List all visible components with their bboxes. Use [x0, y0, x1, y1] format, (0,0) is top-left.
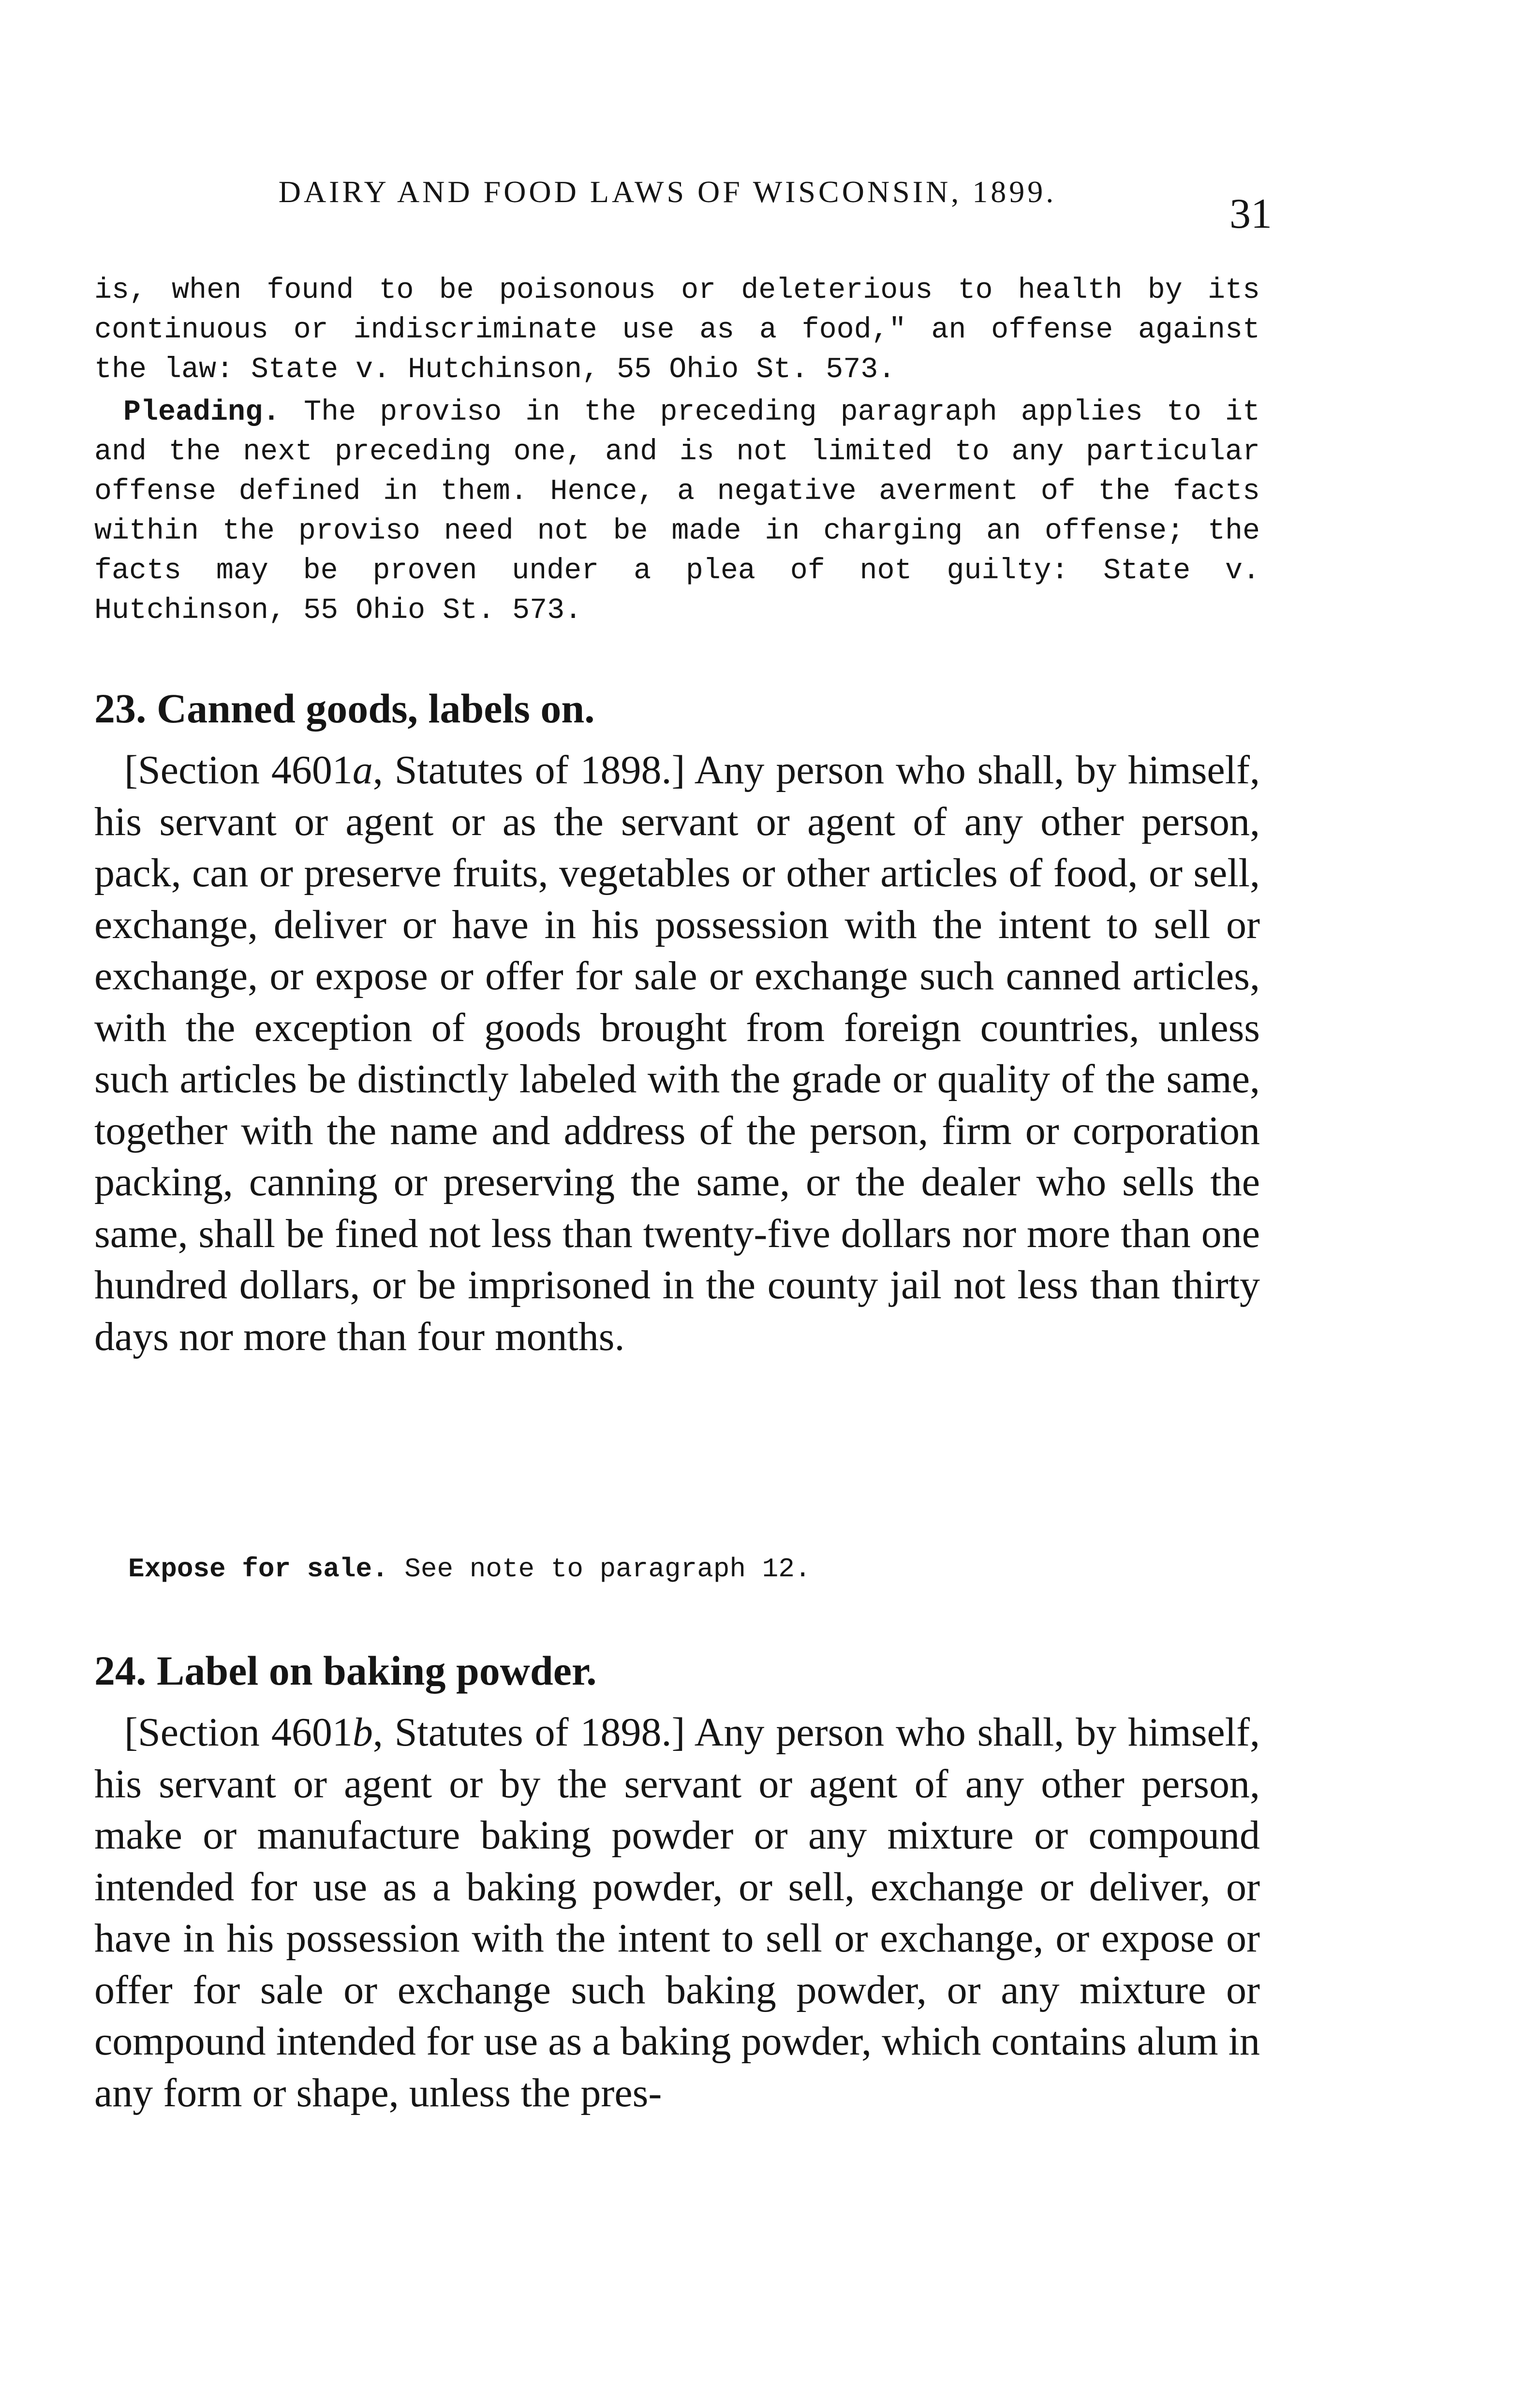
expose-for-sale-label: Expose for sale. — [128, 1554, 388, 1585]
section-24-statute: [Section 4601b, Statutes of 1898.] — [124, 1710, 685, 1755]
section-23-statute: [Section 4601a, Statutes of 1898.] — [124, 748, 685, 793]
expose-for-sale-note — [128, 1550, 1260, 1588]
section-23-body — [94, 745, 1260, 1363]
page-number: 31 — [1229, 191, 1272, 237]
section-24-text: Any person who shall, by himself, his servant or agent or by the servant or agent of any other person, make or manufacture baking powder or any mixture or compound intended for use as a baking powder, or sell, exchange or deliver, or have in his possession with the intent to sell or exchange, or expose or offer for sale or exchange such baking powder, or any mixture or compound intended for use as a baking powder, which contains alum in any form or shape, unless the pres- — [94, 1710, 1260, 2115]
pleading-note — [94, 393, 1260, 631]
section-23-heading: 23. Canned goods, labels on. — [94, 685, 595, 732]
expose-for-sale-text: See note to paragraph 12. — [404, 1554, 811, 1585]
section-24-body — [94, 1707, 1260, 2119]
section-23-text: Any person who shall, by himself, his servant or agent or as the servant or agent of any other person, pack, can or preserve fruits, vegetables or other articles of food, or sell, exchange, deliver or have in his possession with the intent to sell or exchange, or expose or offer for sale or exchange such canned articles, with the exception of goods brought from foreign countries, unless such articles be distinctly labeled with the grade or quality of the same, together with the name and address of the person, firm or corporation packing, canning or preserving the same, or the dealer who sells the same, shall be fined not less than twenty-five dollars nor more than one hundred dollars, or be imprisoned in the county jail not less than thirty days nor more than four months. — [94, 748, 1260, 1359]
pleading-text: The proviso in the preceding paragraph applies to it and the next preceding one, and is not limited to any particular offense defined in them. Hence, a negative averment of the facts within the proviso need not be made in charging an offense; the facts may be proven under a plea of not guilty: State v. Hutchinson, 55 Ohio St. 573. — [94, 396, 1260, 627]
pleading-label: Pleading. — [123, 396, 281, 429]
commentary-note-block — [94, 271, 1260, 631]
note-continuation: is, when found to be poisonous or deleterious to health by its continuous or indiscriminate use as a food," an offense against the law: State v. Hutchinson, 55 Ohio St. 573. — [94, 274, 1260, 386]
section-24-heading: 24. Label on baking powder. — [94, 1647, 597, 1694]
running-header-title: DAIRY AND FOOD LAWS OF WISCONSIN, 1899. — [278, 175, 1057, 209]
